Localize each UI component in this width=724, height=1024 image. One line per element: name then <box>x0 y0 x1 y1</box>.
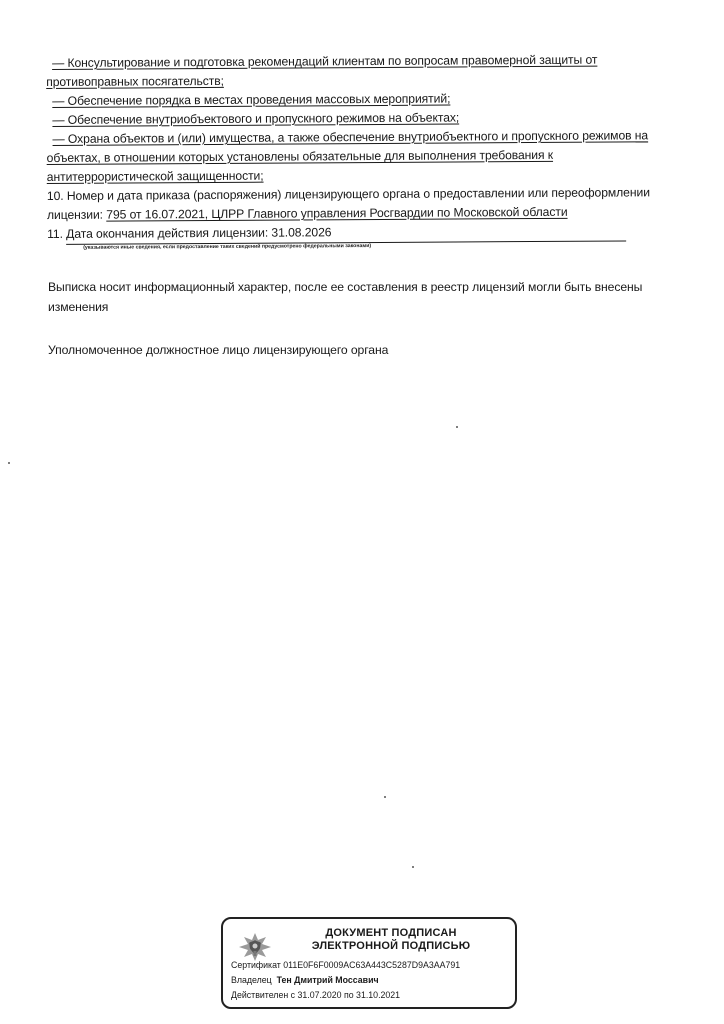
scan-speck <box>8 462 10 464</box>
scan-speck <box>412 866 414 868</box>
scan-speck <box>384 796 386 798</box>
scan-speck <box>456 426 458 428</box>
activity-line-2: противоправных посягательств; <box>46 73 224 89</box>
activity-line-4: — Обеспечение внутриобъектового и пропускного режимов на объектах; <box>52 110 460 127</box>
stamp-title-line-2: ЭЛЕКТРОННОЙ ПОДПИСЬЮ <box>311 940 471 952</box>
activity-line-7: антитеррористической защищенности; <box>46 168 264 184</box>
electronic-signature-stamp <box>221 917 517 1009</box>
activity-line-5: — Охрана объектов и (или) имущества, а также обеспечение внутриобъектного и пропускного режимов на <box>52 128 649 146</box>
stamp-certificate: Сертификат 011E0F6F0009AC63A443C5287D9A3AA791 <box>231 960 461 970</box>
stamp-validity: Действителен с 31.07.2020 по 31.10.2021 <box>231 990 401 1000</box>
item-11-prefix: 11. <box>47 226 63 241</box>
activity-line-3: — Обеспечение порядка в местах проведения массовых мероприятий; <box>52 91 451 108</box>
item-10-prefix: лицензии: <box>46 207 103 222</box>
item-11-line <box>47 221 667 244</box>
license-activities <box>46 50 667 252</box>
registry-notice: Выписка носит информационный характер, после ее составления в реестр лицензий могли быть внесены изменения <box>48 280 643 314</box>
stamp-title-line-1: ДОКУМЕНТ ПОДПИСАН <box>325 927 457 939</box>
activity-line-1: — Консультирование и подготовка рекомендаций клиентам по вопросам правомерной защиты от <box>52 52 598 70</box>
item-11-note: (указываются иные сведения, если предоставление таких сведений предусмотрено федеральными законами) <box>83 243 372 251</box>
item-11-value: Дата окончания действия лицензии: 31.08.2026 <box>66 225 332 241</box>
activity-line-6: объектах, в отношении которых установлены обязательные для выполнения требования к <box>46 147 554 165</box>
item-10-value: 795 от 16.07.2021, ЦЛРР Главного управления Росгвардии по Московской области <box>106 204 568 222</box>
stamp-owner: Владелец Тен Дмитрий Моссавич <box>231 975 379 985</box>
rosgvardia-emblem-icon <box>237 931 273 963</box>
authorized-official: Уполномоченное должностное лицо лицензирующего органа <box>48 343 389 357</box>
item-10-line-1: 10. Номер и дата приказа (распоряжения) лицензирующего органа о предоставлении или переоформлении <box>46 185 650 203</box>
